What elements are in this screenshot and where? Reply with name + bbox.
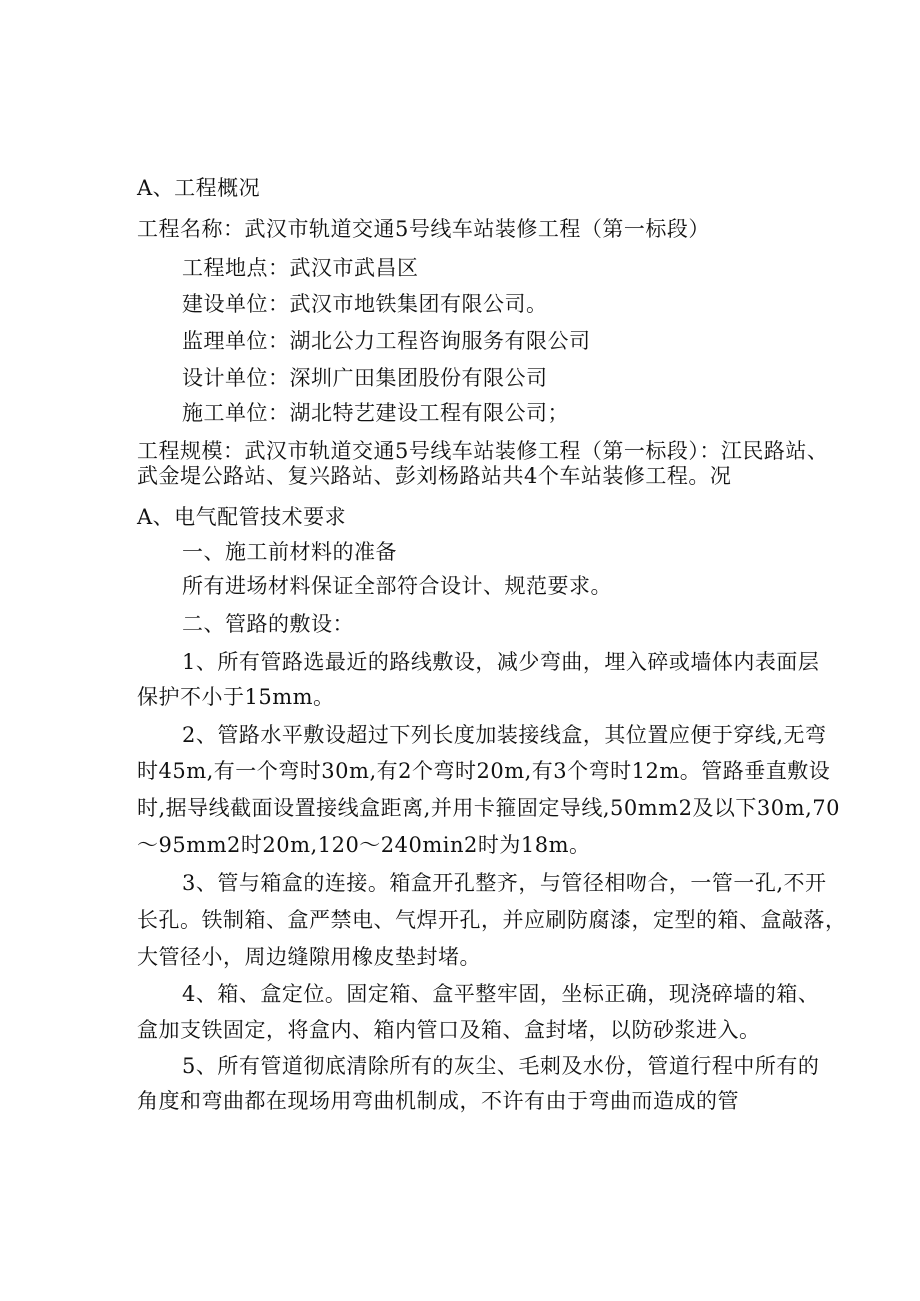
owner-unit: 建设单位：武汉市地铁集团有限公司。 [182, 292, 548, 316]
design-unit: 设计单位：深圳广田集团股份有限公司 [182, 366, 548, 390]
paragraph-line: 时,据导线截面设置接线盒距离,并用卡箍固定导线,50mm2及以下30m,70 [137, 796, 840, 820]
paragraph: 所有进场材料保证全部符合设计、规范要求。 [182, 574, 612, 598]
project-name: 工程名称：武汉市轨道交通5号线车站装修工程（第一标段） [137, 217, 710, 241]
paragraph-line: 3、管与箱盒的连接。箱盒开孔整齐，与管径相吻合，一管一孔,不开 [182, 871, 827, 895]
section-heading: A、电气配管技术要求 [137, 505, 347, 529]
project-location: 工程地点：武汉市武昌区 [182, 256, 419, 280]
contractor-unit: 施工单位：湖北特艺建设工程有限公司； [182, 401, 569, 425]
paragraph-line: 角度和弯曲都在现场用弯曲机制成，不许有由于弯曲而造成的管 [137, 1089, 739, 1113]
paragraph-line: 4、箱、盒定位。固定箱、盒平整牢固，坐标正确，现浇碎墙的箱、 [182, 982, 820, 1006]
subsection-heading: 二、管路的敷设： [182, 612, 354, 636]
paragraph-line: 大管径小，周边缝隙用橡皮垫封堵。 [137, 945, 481, 969]
supervisor-unit: 监理单位：湖北公力工程咨询服务有限公司 [182, 329, 591, 353]
subsection-heading: 一、施工前材料的准备 [182, 540, 397, 564]
project-scale-cont: 武金堤公路站、复兴路站、彭刘杨路站共4个车站装修工程。况 [137, 464, 732, 488]
paragraph-line: 1、所有管路选最近的路线敷设，减少弯曲，埋入碎或墙体内表面层 [182, 650, 820, 674]
paragraph-line: 保护不小于15mm。 [137, 685, 335, 709]
paragraph-line: 2、管路水平敷设超过下列长度加装接线盒，其位置应便于穿线,无弯 [182, 723, 827, 747]
paragraph-line: 时45m,有一个弯时30m,有2个弯时20m,有3个弯时12m。管路垂直敷设 [137, 759, 831, 783]
paragraph-line: 盒加支铁固定，将盒内、箱内管口及箱、盒封堵，以防砂浆进入。 [137, 1018, 761, 1042]
paragraph-line: 长孔。铁制箱、盒严禁电、气焊开孔，并应刷防腐漆，定型的箱、盒敲落， [137, 908, 847, 932]
section-heading: A、工程概况 [137, 176, 261, 200]
paragraph-line: 5、所有管道彻底清除所有的灰尘、毛刺及水份，管道行程中所有的 [182, 1054, 820, 1078]
paragraph-line: ～95mm2时20m,120～240min2时为18m。 [137, 833, 591, 857]
project-scale: 工程规模：武汉市轨道交通5号线车站装修工程（第一标段）：江民路站、 [137, 439, 829, 463]
